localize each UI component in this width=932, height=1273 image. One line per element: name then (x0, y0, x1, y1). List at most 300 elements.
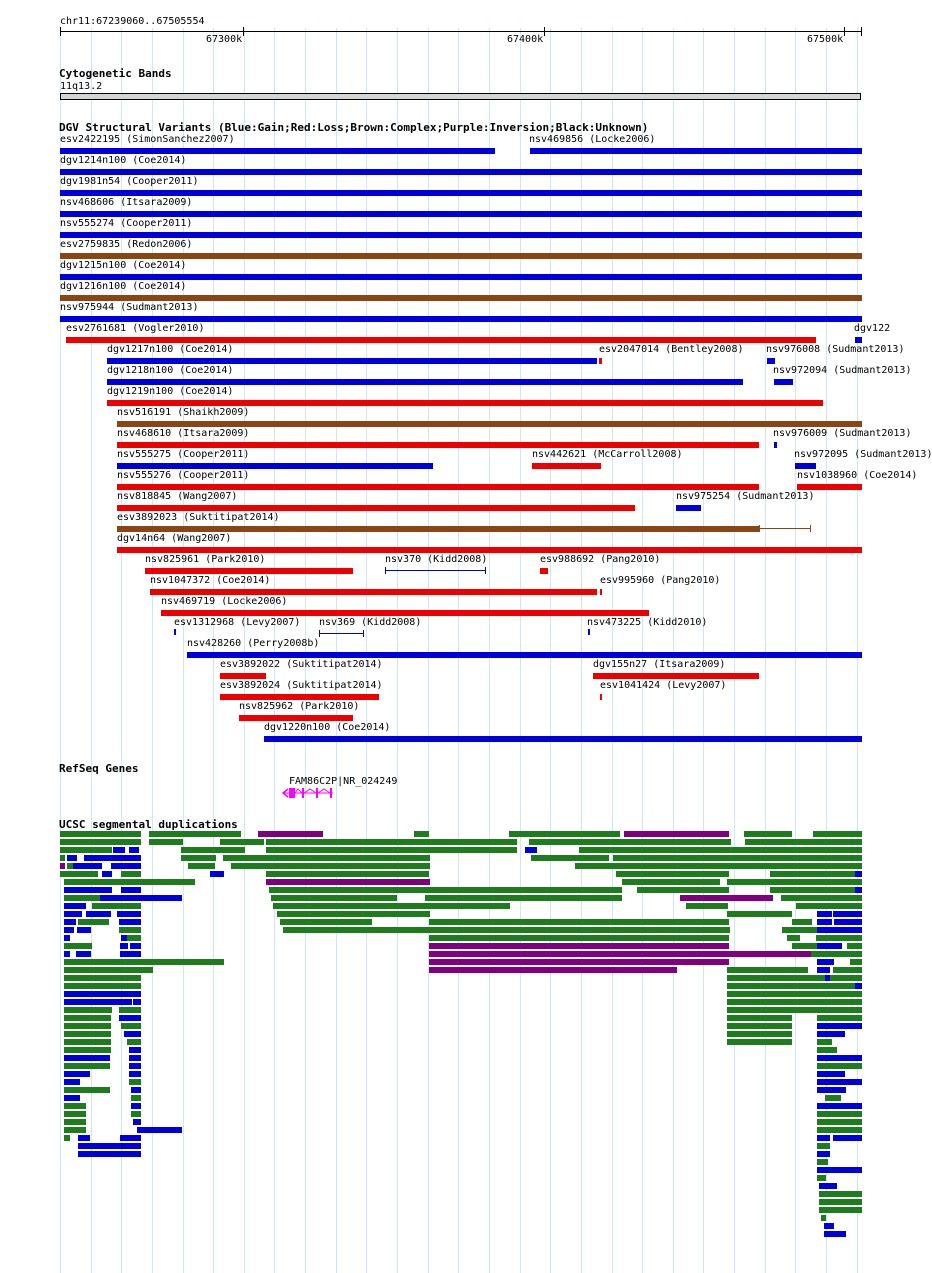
segdup-feature[interactable] (78, 919, 109, 925)
segdup-feature[interactable] (64, 967, 153, 973)
segdup-feature[interactable] (855, 983, 862, 989)
segdup-feature[interactable] (817, 1087, 846, 1093)
segdup-feature[interactable] (727, 879, 812, 885)
segdup-feature[interactable] (64, 1007, 112, 1013)
segdup-feature[interactable] (64, 1055, 110, 1061)
segdup-feature[interactable] (824, 1223, 834, 1229)
segdup-feature[interactable] (78, 1151, 141, 1157)
segdup-feature[interactable] (817, 967, 830, 973)
segdup-feature[interactable] (119, 919, 141, 925)
segdup-feature[interactable] (429, 943, 729, 949)
sv-feature-range-end (363, 630, 364, 637)
sv-feature[interactable] (187, 652, 862, 658)
segdup-feature[interactable] (129, 1047, 141, 1053)
sv-feature[interactable] (530, 148, 862, 154)
segdup-feature[interactable] (525, 847, 537, 853)
ruler-tick-label: 67500k (807, 34, 844, 45)
segdup-feature[interactable] (64, 1023, 111, 1029)
sv-feature[interactable] (117, 484, 759, 490)
sv-feature[interactable] (540, 568, 548, 574)
sv-label: dgv1981n54 (Cooper2011) (60, 176, 199, 187)
location-label: chr11:67239060..67505554 (60, 16, 205, 27)
segdup-feature[interactable] (429, 967, 677, 973)
sv-feature[interactable] (60, 316, 862, 322)
segdup-track-title[interactable]: UCSC segmental duplications (59, 818, 238, 831)
segdup-feature[interactable] (273, 903, 510, 909)
sv-label: esv1312968 (Levy2007) (174, 617, 301, 628)
segdup-feature[interactable] (64, 1119, 86, 1125)
segdup-feature[interactable] (64, 887, 112, 893)
sv-feature[interactable] (107, 358, 597, 364)
sv-feature[interactable] (774, 442, 777, 448)
sv-feature[interactable] (150, 589, 597, 595)
segdup-feature[interactable] (727, 975, 862, 981)
segdup-feature[interactable] (429, 951, 729, 957)
segdup-feature[interactable] (120, 943, 128, 949)
sv-feature[interactable] (60, 148, 495, 154)
ruler-axis (60, 31, 861, 32)
segdup-feature[interactable] (121, 871, 141, 877)
segdup-feature[interactable] (113, 847, 125, 853)
segdup-feature[interactable] (781, 895, 862, 901)
ruler-tick-label: 67400k (507, 34, 544, 45)
segdup-feature[interactable] (729, 855, 862, 861)
sv-label: nsv442621 (McCarroll2008) (532, 449, 683, 460)
segdup-feature[interactable] (77, 927, 91, 933)
segdup-feature[interactable] (819, 1191, 862, 1197)
sv-feature[interactable] (593, 673, 759, 679)
segdup-feature[interactable] (223, 855, 430, 861)
segdup-feature[interactable] (817, 919, 832, 925)
segdup-feature[interactable] (280, 919, 372, 925)
sv-feature-range[interactable] (385, 570, 485, 571)
segdup-feature[interactable] (817, 1175, 826, 1181)
sv-label: esv2047014 (Bentley2008) (599, 344, 744, 355)
segdup-feature[interactable] (84, 855, 141, 861)
sv-feature[interactable] (117, 526, 759, 532)
segdup-feature[interactable] (770, 871, 862, 877)
segdup-feature[interactable] (121, 887, 141, 893)
ruler-tick-label: 67300k (206, 34, 243, 45)
segdup-feature[interactable] (817, 1135, 830, 1141)
segdup-feature[interactable] (796, 903, 862, 909)
segdup-feature[interactable] (130, 943, 141, 949)
segdup-feature[interactable] (64, 1103, 86, 1109)
segdup-feature[interactable] (64, 951, 70, 957)
segdup-feature[interactable] (64, 1047, 111, 1053)
sv-label: nsv818845 (Wang2007) (117, 491, 238, 502)
segdup-feature[interactable] (60, 863, 65, 869)
sv-feature-range-end (385, 567, 386, 574)
refseq-track-title[interactable]: RefSeq Genes (59, 762, 139, 775)
sv-label: nsv825961 (Park2010) (145, 554, 266, 565)
segdup-feature[interactable] (64, 983, 141, 989)
segdup-feature[interactable] (78, 1143, 141, 1149)
segdup-feature[interactable] (266, 871, 429, 877)
sv-label: esv3892022 (Suktitipat2014) (220, 659, 383, 670)
segdup-feature[interactable] (266, 847, 517, 853)
segdup-feature[interactable] (119, 1015, 141, 1021)
sv-label: esv2422195 (SimonSanchez2007) (60, 134, 235, 145)
segdup-feature[interactable] (266, 863, 430, 869)
sv-label: nsv555274 (Cooper2011) (60, 218, 193, 229)
segdup-feature[interactable] (67, 855, 77, 861)
segdup-feature[interactable] (181, 847, 245, 853)
segdup-feature[interactable] (745, 839, 862, 845)
segdup-feature[interactable] (131, 1103, 141, 1109)
segdup-feature[interactable] (64, 911, 82, 917)
segdup-feature[interactable] (680, 895, 773, 901)
segdup-feature[interactable] (429, 935, 729, 941)
ruler-start-tick (60, 27, 61, 36)
segdup-feature[interactable] (613, 855, 729, 861)
segdup-feature[interactable] (111, 863, 141, 869)
sv-feature[interactable] (60, 169, 862, 175)
segdup-feature[interactable] (100, 895, 182, 901)
segdup-feature[interactable] (120, 1135, 141, 1141)
segdup-feature[interactable] (824, 1231, 846, 1237)
cytoband-bar[interactable] (60, 93, 861, 100)
segdup-feature[interactable] (414, 831, 429, 837)
segdup-feature[interactable] (817, 1143, 830, 1149)
segdup-feature[interactable] (121, 1023, 141, 1029)
segdup-feature[interactable] (133, 999, 141, 1005)
sv-label: nsv976008 (Sudmant2013) (766, 344, 905, 355)
segdup-feature[interactable] (782, 927, 817, 933)
segdup-feature[interactable] (64, 943, 92, 949)
sv-feature[interactable] (600, 589, 602, 595)
segdup-feature[interactable] (616, 871, 729, 877)
sv-feature[interactable] (60, 211, 862, 217)
segdup-feature[interactable] (816, 935, 862, 941)
sv-feature-range[interactable] (759, 528, 810, 529)
sv-feature[interactable] (264, 736, 862, 742)
sv-label: nsv468606 (Itsara2009) (60, 197, 193, 208)
segdup-feature[interactable] (813, 831, 862, 837)
sv-label: nsv1047372 (Coe2014) (150, 575, 271, 586)
segdup-feature[interactable] (64, 1135, 70, 1141)
sv-feature[interactable] (117, 463, 433, 469)
ruler-tick (844, 27, 845, 36)
segdup-feature[interactable] (817, 1119, 862, 1125)
segdup-feature[interactable] (119, 1007, 141, 1013)
segdup-feature[interactable] (817, 1031, 845, 1037)
segdup-feature[interactable] (60, 847, 112, 853)
segdup-feature[interactable] (575, 863, 729, 869)
segdup-feature[interactable] (825, 975, 830, 981)
cytoband-track-title[interactable]: Cytogenetic Bands (59, 67, 172, 80)
sv-label: esv988692 (Pang2010) (540, 554, 661, 565)
segdup-feature[interactable] (817, 911, 832, 917)
sv-label: dgv1218n100 (Coe2014) (107, 365, 234, 376)
segdup-feature[interactable] (129, 1079, 141, 1085)
sv-feature[interactable] (60, 253, 862, 259)
sv-label: nsv428260 (Perry2008b) (187, 638, 320, 649)
segdup-feature[interactable] (64, 1095, 80, 1101)
segdup-feature[interactable] (817, 1047, 837, 1053)
segdup-feature[interactable] (792, 919, 812, 925)
segdup-feature[interactable] (812, 879, 862, 885)
sv-feature[interactable] (60, 295, 862, 301)
segdup-feature[interactable] (727, 1015, 792, 1021)
segdup-feature[interactable] (283, 927, 730, 933)
segdup-feature[interactable] (425, 895, 622, 901)
segdup-feature[interactable] (817, 1079, 862, 1085)
segdup-feature[interactable] (834, 919, 862, 925)
segdup-feature[interactable] (131, 1095, 141, 1101)
segdup-feature[interactable] (817, 1039, 832, 1045)
sv-label: nsv555275 (Cooper2011) (117, 449, 250, 460)
segdup-feature[interactable] (181, 855, 216, 861)
sv-label: nsv972095 (Sudmant2013) (794, 449, 932, 460)
segdup-feature[interactable] (129, 1055, 141, 1061)
sv-feature-range-end (485, 567, 486, 574)
segdup-feature[interactable] (727, 1007, 862, 1013)
segdup-feature[interactable] (64, 1063, 110, 1069)
segdup-feature[interactable] (220, 839, 264, 845)
segdup-feature[interactable] (833, 967, 862, 973)
sv-feature[interactable] (532, 463, 601, 469)
segdup-feature[interactable] (819, 1207, 862, 1213)
segdup-feature[interactable] (819, 1183, 837, 1189)
segdup-feature[interactable] (817, 927, 862, 933)
segdup-feature[interactable] (833, 1135, 862, 1141)
segdup-feature[interactable] (817, 1063, 862, 1069)
sv-feature[interactable] (220, 673, 266, 679)
gene-label: FAM86C2P|NR_024249 (289, 776, 398, 787)
segdup-feature[interactable] (129, 1071, 141, 1077)
segdup-feature[interactable] (102, 871, 112, 877)
segdup-feature[interactable] (149, 831, 241, 837)
segdup-feature[interactable] (60, 839, 141, 845)
dgv-track-title[interactable]: DGV Structural Variants (Blue:Gain;Red:Loss;Brown:Complex;Purple:Inversion;Black:Unknown) (59, 121, 649, 134)
sv-feature[interactable] (107, 379, 743, 385)
segdup-feature[interactable] (258, 831, 323, 837)
sv-label: dgv1215n100 (Coe2014) (60, 260, 187, 271)
sv-feature[interactable] (774, 379, 793, 385)
sv-feature[interactable] (239, 715, 353, 721)
segdup-feature[interactable] (129, 847, 139, 853)
segdup-feature[interactable] (429, 959, 729, 965)
sv-label: dgv1217n100 (Coe2014) (107, 344, 234, 355)
sv-feature[interactable] (220, 694, 379, 700)
segdup-feature[interactable] (852, 975, 862, 981)
segdup-feature[interactable] (133, 1119, 141, 1125)
segdup-feature[interactable] (131, 1087, 141, 1093)
sv-feature[interactable] (145, 568, 353, 574)
segdup-feature[interactable] (119, 927, 141, 933)
segdup-feature[interactable] (817, 1127, 862, 1133)
segdup-feature[interactable] (727, 911, 792, 917)
segdup-feature[interactable] (817, 1103, 862, 1109)
segdup-feature[interactable] (792, 943, 817, 949)
segdup-feature[interactable] (817, 959, 834, 965)
segdup-feature[interactable] (509, 831, 620, 837)
sv-label: nsv469719 (Locke2006) (161, 596, 288, 607)
segdup-feature[interactable] (770, 847, 862, 853)
sv-feature[interactable] (117, 421, 862, 427)
sv-feature[interactable] (174, 629, 176, 635)
sv-label: nsv370 (Kidd2008) (385, 554, 488, 565)
sv-feature[interactable] (795, 463, 816, 469)
segdup-feature[interactable] (64, 975, 141, 981)
segdup-feature[interactable] (825, 1095, 841, 1101)
sv-feature[interactable] (588, 629, 590, 635)
sv-label: nsv473225 (Kidd2010) (587, 617, 708, 628)
segdup-feature[interactable] (149, 839, 183, 845)
segdup-feature[interactable] (819, 1199, 862, 1205)
segdup-feature[interactable] (64, 927, 74, 933)
sv-feature[interactable] (60, 274, 862, 280)
sv-feature[interactable] (855, 337, 862, 343)
ruler-tick (243, 27, 244, 36)
segdup-feature[interactable] (686, 903, 728, 909)
sv-feature[interactable] (600, 694, 602, 700)
segdup-feature[interactable] (817, 1167, 862, 1173)
segdup-feature[interactable] (60, 855, 65, 861)
segdup-feature[interactable] (817, 1015, 862, 1021)
segdup-feature[interactable] (811, 951, 862, 957)
segdup-feature[interactable] (266, 879, 430, 885)
sv-feature-range-end (319, 630, 320, 637)
segdup-feature[interactable] (850, 959, 862, 965)
sv-label: dgv122 (854, 323, 891, 334)
segdup-feature[interactable] (529, 839, 731, 845)
segdup-feature[interactable] (76, 951, 91, 957)
segdup-feature[interactable] (727, 967, 808, 973)
sv-label: nsv555276 (Cooper2011) (117, 470, 250, 481)
gene-model-FAM86C2P[interactable] (280, 785, 340, 801)
sv-feature[interactable] (797, 484, 862, 490)
segdup-feature[interactable] (817, 943, 842, 949)
segdup-feature[interactable] (531, 855, 609, 861)
segdup-feature[interactable] (127, 935, 141, 941)
segdup-feature[interactable] (76, 1087, 110, 1093)
segdup-feature[interactable] (129, 1063, 141, 1069)
sv-feature[interactable] (60, 232, 862, 238)
segdup-feature[interactable] (855, 887, 862, 893)
sv-feature[interactable] (599, 358, 602, 364)
segdup-feature[interactable] (64, 1111, 86, 1117)
segdup-feature[interactable] (833, 911, 862, 917)
sv-feature[interactable] (117, 442, 759, 448)
segdup-feature[interactable] (64, 959, 224, 965)
segdup-feature[interactable] (579, 847, 729, 853)
sv-feature[interactable] (117, 505, 635, 511)
segdup-feature[interactable] (64, 1071, 90, 1077)
segdup-feature[interactable] (817, 1055, 862, 1061)
segdup-feature[interactable] (429, 919, 729, 925)
segdup-feature[interactable] (127, 1039, 141, 1045)
segdup-feature[interactable] (637, 887, 729, 893)
sv-feature-range-end (759, 525, 760, 532)
sv-feature[interactable] (66, 337, 816, 343)
sv-feature[interactable] (161, 610, 649, 616)
segdup-feature[interactable] (73, 863, 102, 869)
segdup-feature[interactable] (727, 999, 862, 1005)
sv-label: dgv155n27 (Itsara2009) (593, 659, 726, 670)
segdup-feature[interactable] (64, 1015, 111, 1021)
segdup-feature[interactable] (855, 871, 862, 877)
sv-feature-range-end (810, 525, 811, 532)
segdup-feature[interactable] (124, 1031, 141, 1037)
segdup-feature[interactable] (770, 887, 862, 893)
segdup-feature[interactable] (727, 991, 862, 997)
segdup-feature[interactable] (78, 1135, 90, 1141)
segdup-feature[interactable] (744, 831, 792, 837)
segdup-feature[interactable] (60, 831, 141, 837)
segdup-feature[interactable] (92, 903, 141, 909)
segdup-feature[interactable] (64, 1031, 111, 1037)
segdup-feature[interactable] (117, 911, 141, 917)
segdup-feature[interactable] (64, 919, 76, 925)
sv-label: esv1041424 (Levy2007) (600, 680, 727, 691)
segdup-feature[interactable] (821, 1215, 826, 1221)
segdup-feature[interactable] (231, 863, 271, 869)
segdup-feature[interactable] (64, 1079, 80, 1085)
segdup-feature[interactable] (131, 1111, 141, 1117)
segdup-feature[interactable] (817, 1159, 828, 1165)
segdup-feature[interactable] (64, 1127, 86, 1133)
segdup-feature[interactable] (727, 1031, 792, 1037)
segdup-feature[interactable] (847, 943, 862, 949)
sv-label: dgv1216n100 (Coe2014) (60, 281, 187, 292)
segdup-feature[interactable] (188, 863, 215, 869)
segdup-feature[interactable] (271, 895, 397, 901)
sv-feature[interactable] (767, 358, 775, 364)
sv-label: esv2759835 (Redon2006) (60, 239, 193, 250)
sv-feature[interactable] (107, 400, 823, 406)
sv-label: esv2761681 (Vogler2010) (66, 323, 205, 334)
sv-feature[interactable] (117, 526, 119, 532)
segdup-feature[interactable] (727, 1039, 792, 1045)
sv-feature[interactable] (117, 547, 862, 553)
segdup-feature[interactable] (266, 839, 517, 845)
segdup-feature[interactable] (64, 999, 132, 1005)
segdup-feature[interactable] (269, 887, 622, 893)
segdup-feature[interactable] (86, 911, 111, 917)
sv-feature-range[interactable] (319, 633, 363, 634)
segdup-feature[interactable] (817, 1071, 845, 1077)
segdup-feature[interactable] (277, 911, 430, 917)
segdup-feature[interactable] (64, 903, 86, 909)
segdup-feature[interactable] (64, 1039, 111, 1045)
segdup-feature[interactable] (64, 879, 195, 885)
sv-label: nsv975944 (Sudmant2013) (60, 302, 199, 313)
sv-feature[interactable] (676, 505, 701, 511)
segdup-feature[interactable] (622, 879, 720, 885)
segdup-feature[interactable] (64, 991, 141, 997)
segdup-feature[interactable] (64, 895, 100, 901)
segdup-feature[interactable] (727, 983, 862, 989)
segdup-feature[interactable] (64, 935, 70, 941)
ruler-tick (544, 27, 545, 36)
segdup-feature[interactable] (120, 951, 141, 957)
segdup-feature[interactable] (624, 831, 729, 837)
segdup-feature[interactable] (729, 847, 771, 853)
segdup-feature[interactable] (60, 871, 98, 877)
segdup-feature[interactable] (137, 1127, 182, 1133)
segdup-feature[interactable] (729, 863, 862, 869)
segdup-feature[interactable] (787, 935, 800, 941)
segdup-feature[interactable] (210, 871, 224, 877)
sv-feature[interactable] (60, 190, 862, 196)
segdup-feature[interactable] (64, 1087, 76, 1093)
segdup-feature[interactable] (817, 1023, 862, 1029)
segdup-feature[interactable] (727, 1023, 792, 1029)
segdup-feature[interactable] (817, 1151, 830, 1157)
segdup-feature[interactable] (817, 1111, 862, 1117)
